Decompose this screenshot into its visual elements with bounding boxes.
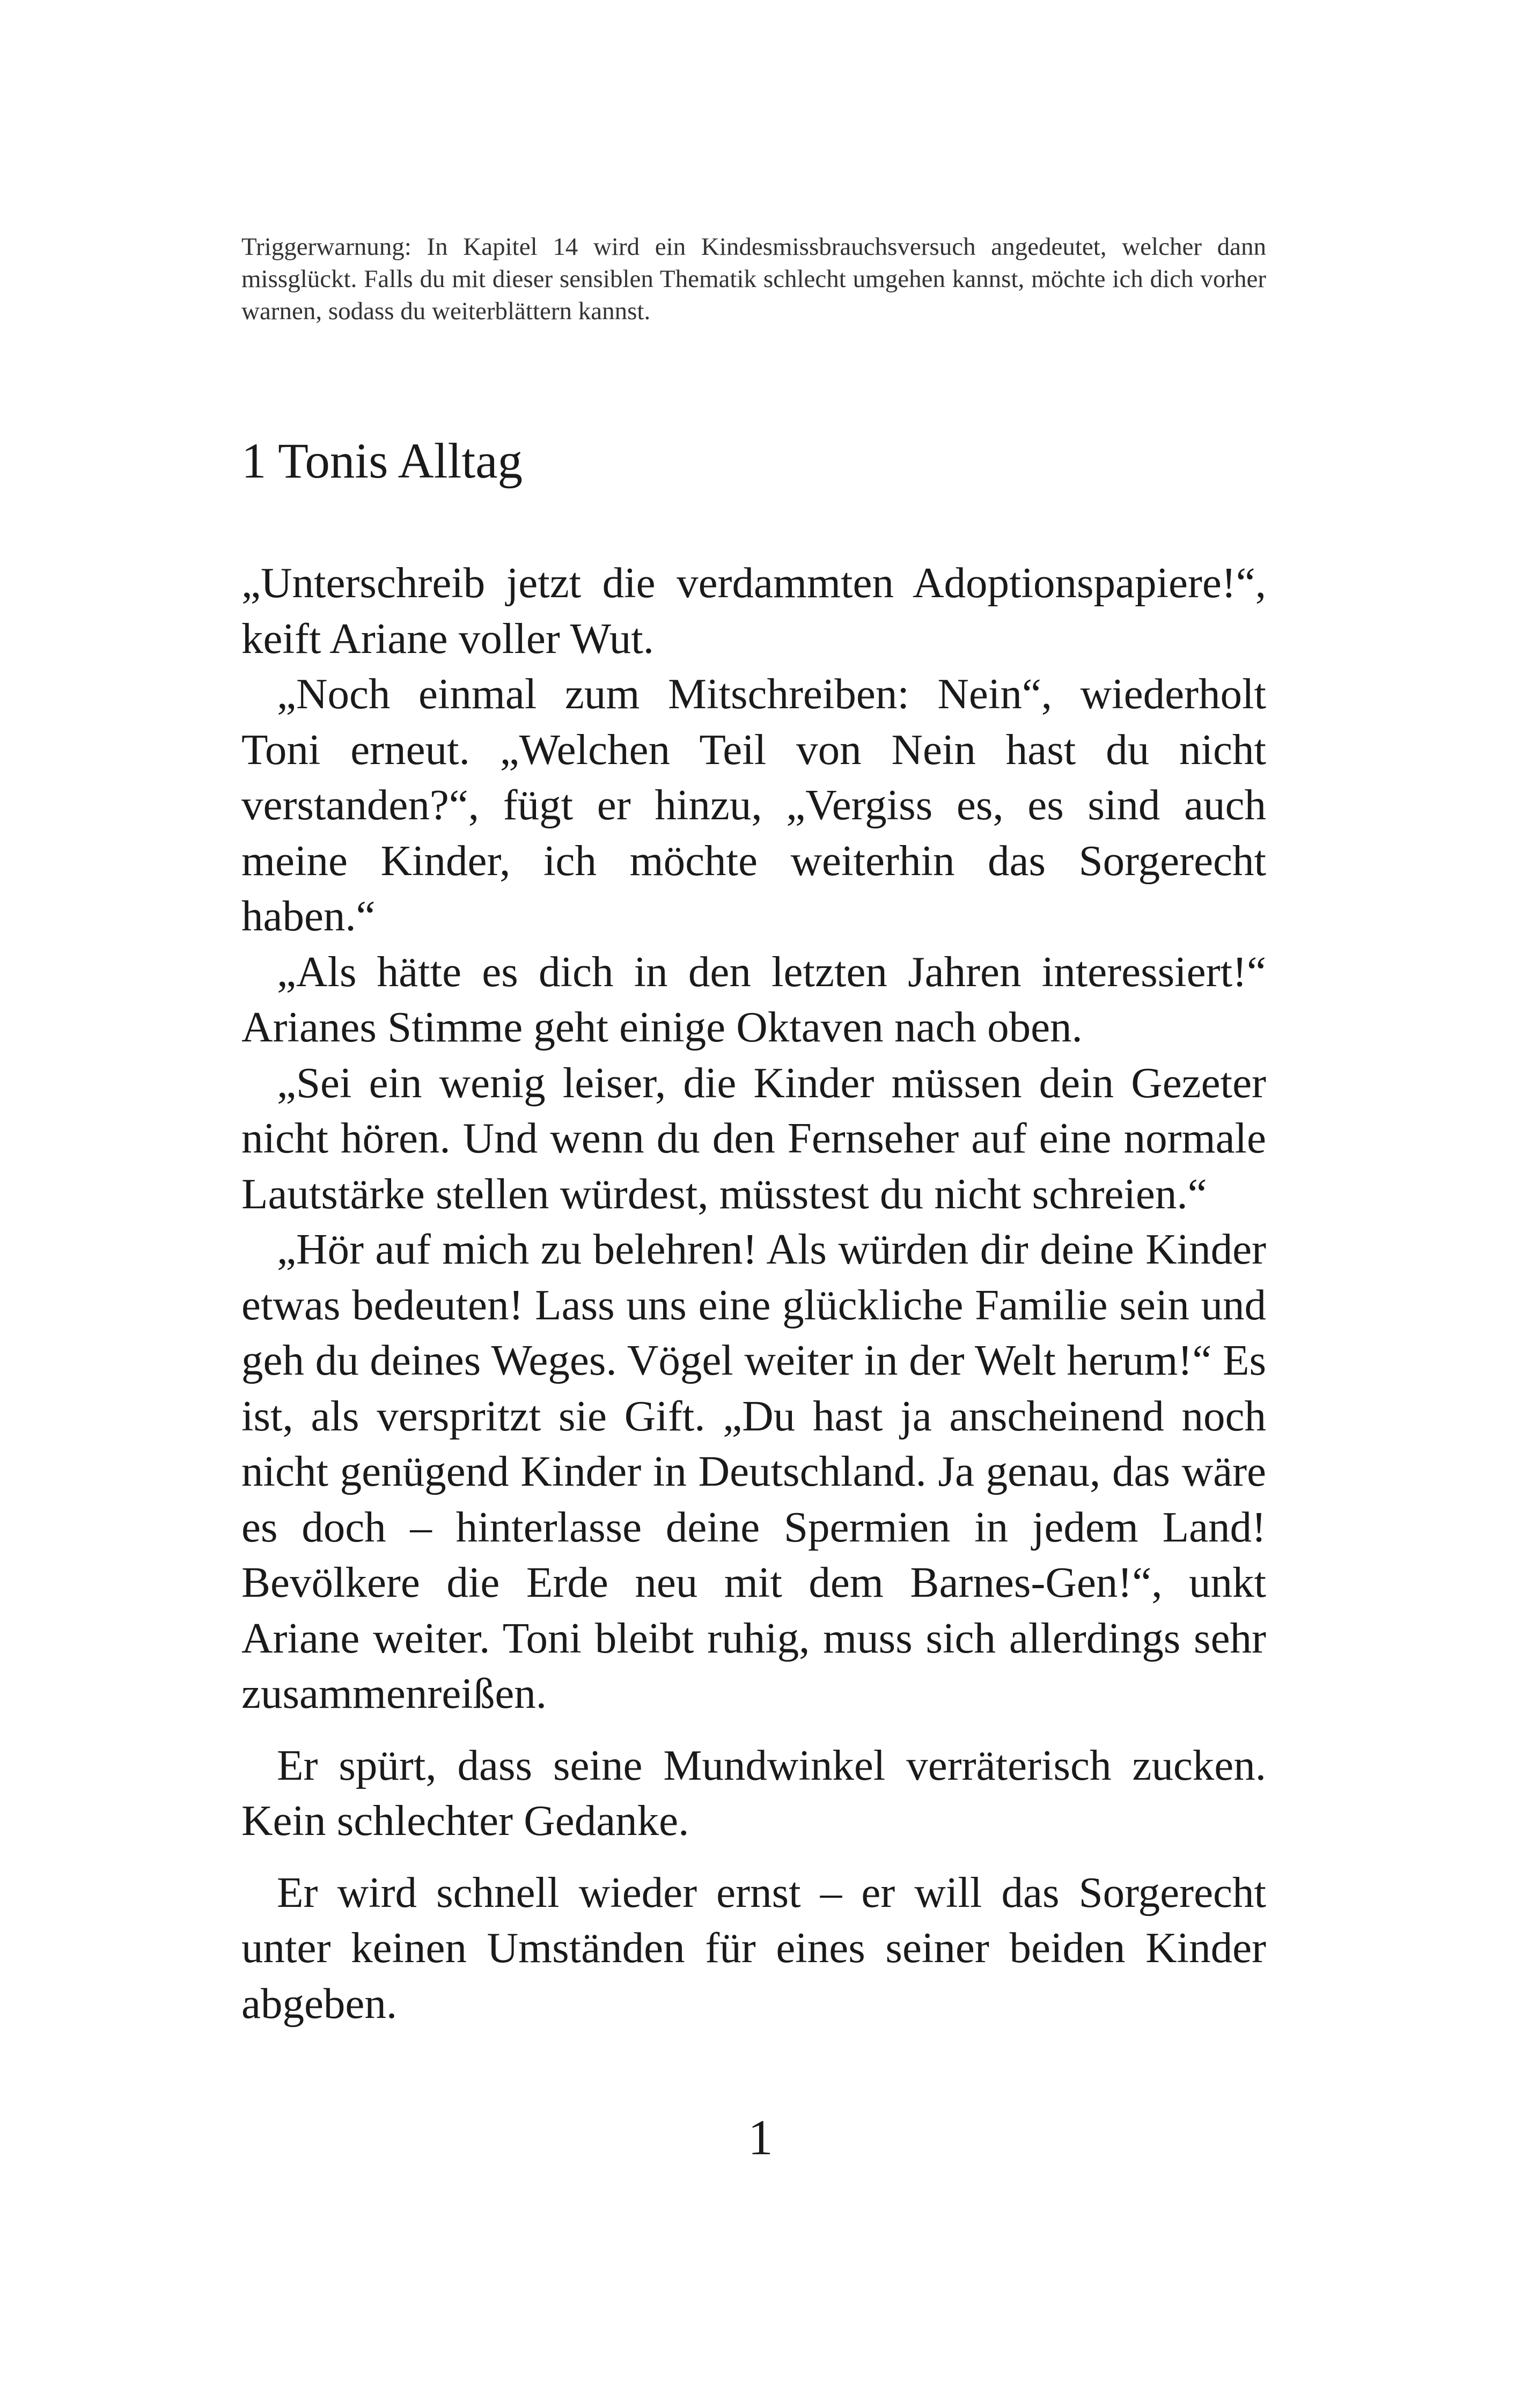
paragraph: Er spürt, dass seine Mundwinkel verräterisch zucken. Kein schlechter Gedanke. — [241, 1741, 1266, 1845]
paragraph: Er wird schnell wieder ernst – er will das Sorgerecht unter keinen Umständen für eines seiner beiden Kinder abgeben. — [241, 1868, 1266, 2028]
chapter-body — [241, 555, 1266, 2031]
paragraph: „Als hätte es dich in den letzten Jahren interessiert!“ Arianes Stimme geht einige Oktaven nach oben. — [241, 947, 1266, 1051]
paragraph: „Sei ein wenig leiser, die Kinder müssen dein Gezeter nicht hören. Und wenn du den Fernseher auf eine normale Lautstärke stellen würdest, müsstest du nicht schreien.“ — [241, 1058, 1266, 1218]
paragraph: „Noch einmal zum Mitschreiben: Nein“, wiederholt Toni erneut. „Welchen Teil von Nein hast du nicht verstanden?“, fügt er hinzu, „Vergiss es, es sind auch meine Kinder, ich möchte weiterhin das Sorgerecht haben.“ — [241, 670, 1266, 940]
paragraph: „Hör auf mich zu belehren! Als würden dir deine Kinder etwas bedeuten! Lass uns eine glückliche Familie sein und geh du deines Weges. Vögel weiter in der Welt herum!“ Es ist, als verspritzt sie Gift. „Du hast ja anscheinend noch nicht genügend Kinder in Deutschland. Ja genau, das wäre es doch – hinterlasse deine Spermien in jedem Land! Bevölkere die Erde neu mit dem Barnes-Gen!“, unkt Ariane weiter. Toni bleibt ruhig, muss sich allerdings sehr zusammenreißen. — [241, 1225, 1266, 1717]
page-number: 1 — [748, 2110, 773, 2165]
trigger-warning: Triggerwarnung: In Kapitel 14 wird ein Kindesmissbrauchsversuch angedeutet, welcher dann missglückt. Falls du mit dieser sensiblen Thematik schlecht umgehen kannst, möchte ich dich vorher warnen, sodass du weiterblättern kannst. — [241, 233, 1266, 325]
chapter-title: 1 Tonis Alltag — [241, 434, 523, 489]
paragraph: „Unterschreib jetzt die verdammten Adoptionspapiere!“, keift Ariane voller Wut. — [241, 559, 1266, 663]
